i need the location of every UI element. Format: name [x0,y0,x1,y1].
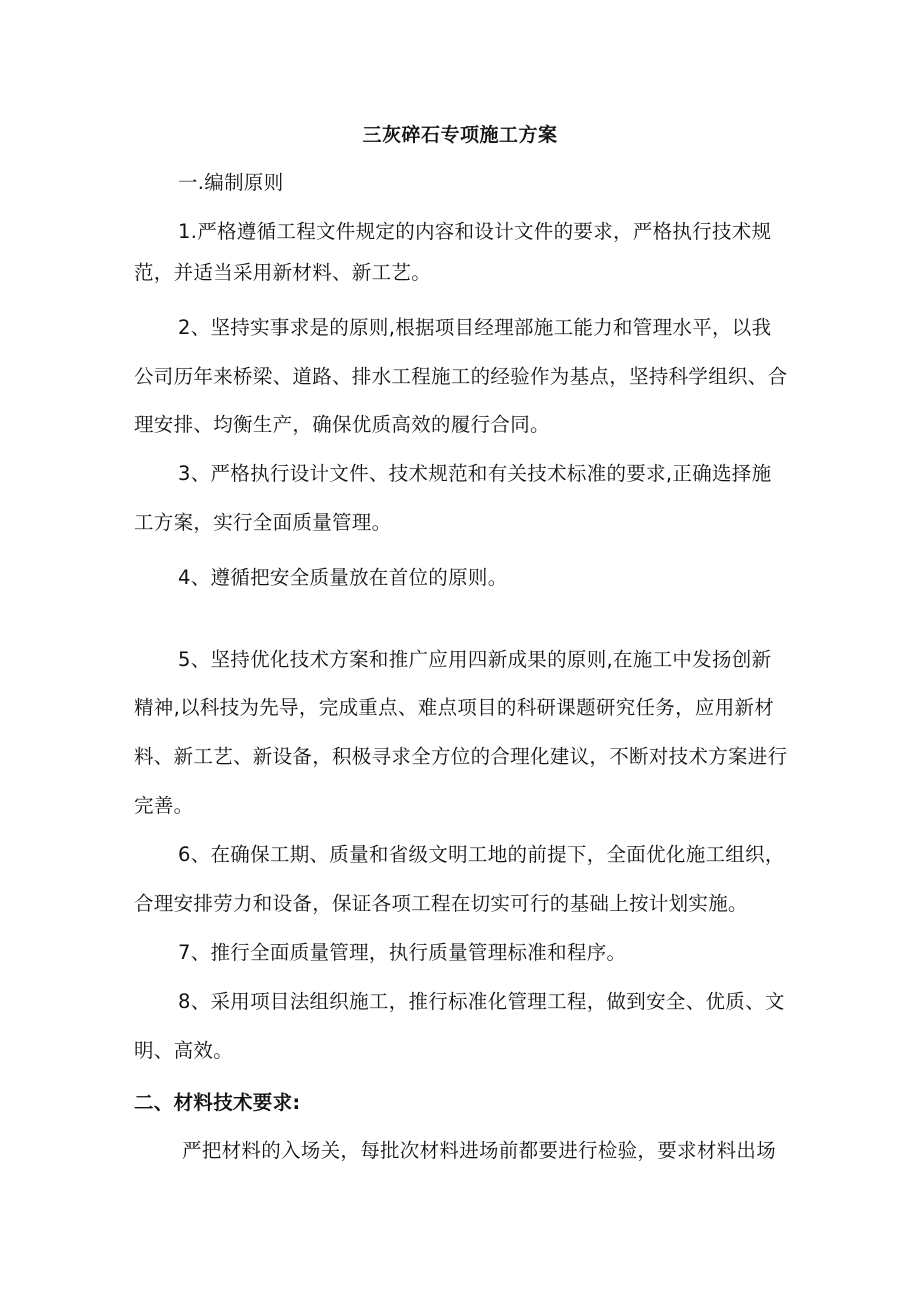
paragraph-3-line-2: 工方案，实行全面质量管理。 [134,511,392,534]
paragraph-2-line-2: 公司历年来桥梁、道路、排水工程施工的经验作为基点，坚持科学组织、合 [134,365,788,388]
document-title: 三灰碎石专项施工方案 [362,124,558,146]
paragraph-6-line-1: 6、在确保工期、质量和省级文明工地的前提下，全面优化施工组织， [178,843,785,866]
paragraph-2-line-1: 2、坚持实事求是的原则,根据项目经理部施工能力和管理水平，以我 [178,316,772,339]
paragraph-8-line-1: 8、采用项目法组织施工，推行标准化管理工程，做到安全、优质、文 [178,990,785,1013]
paragraph-5-line-4: 完善。 [134,794,194,817]
section-heading-principles: 一.编制原则 [178,171,284,194]
paragraph-8-line-2: 明、高效。 [134,1039,234,1062]
paragraph-1-line-1: 1.严格遵循工程文件规定的内容和设计文件的要求，严格执行技术规 [178,220,772,243]
paragraph-4-line-1: 4、遵循把安全质量放在首位的原则。 [178,566,508,589]
paragraph-6-line-2: 合理安排劳力和设备，保证各项工程在切实可行的基础上按计划实施。 [134,892,748,915]
paragraph-3-line-1: 3、严格执行设计文件、技术规范和有关技术标准的要求,正确选择施 [178,462,772,485]
section-heading-materials: 二、材料技术要求: [134,1091,301,1114]
paragraph-2-line-3: 理安排、均衡生产，确保优质高效的履行合同。 [134,413,550,436]
paragraph-7-line-1: 7、推行全面质量管理，执行质量管理标准和程序。 [178,941,627,964]
paragraph-5-line-1: 5、坚持优化技术方案和推广应用四新成果的原则,在施工中发扬创新 [178,648,772,671]
paragraph-1-line-2: 范，并适当采用新材料、新工艺。 [134,261,432,284]
paragraph-5-line-2: 精神,以科技为先导，完成重点、难点项目的科研课题研究任务，应用新材 [134,696,775,719]
paragraph-5-line-3: 料、新工艺、新设备，积极寻求全方位的合理化建议，不断对技术方案进行 [134,745,788,768]
paragraph-9-line-1: 严把材料的入场关，每批次材料进场前都要进行检验，要求材料出场 [182,1139,777,1162]
